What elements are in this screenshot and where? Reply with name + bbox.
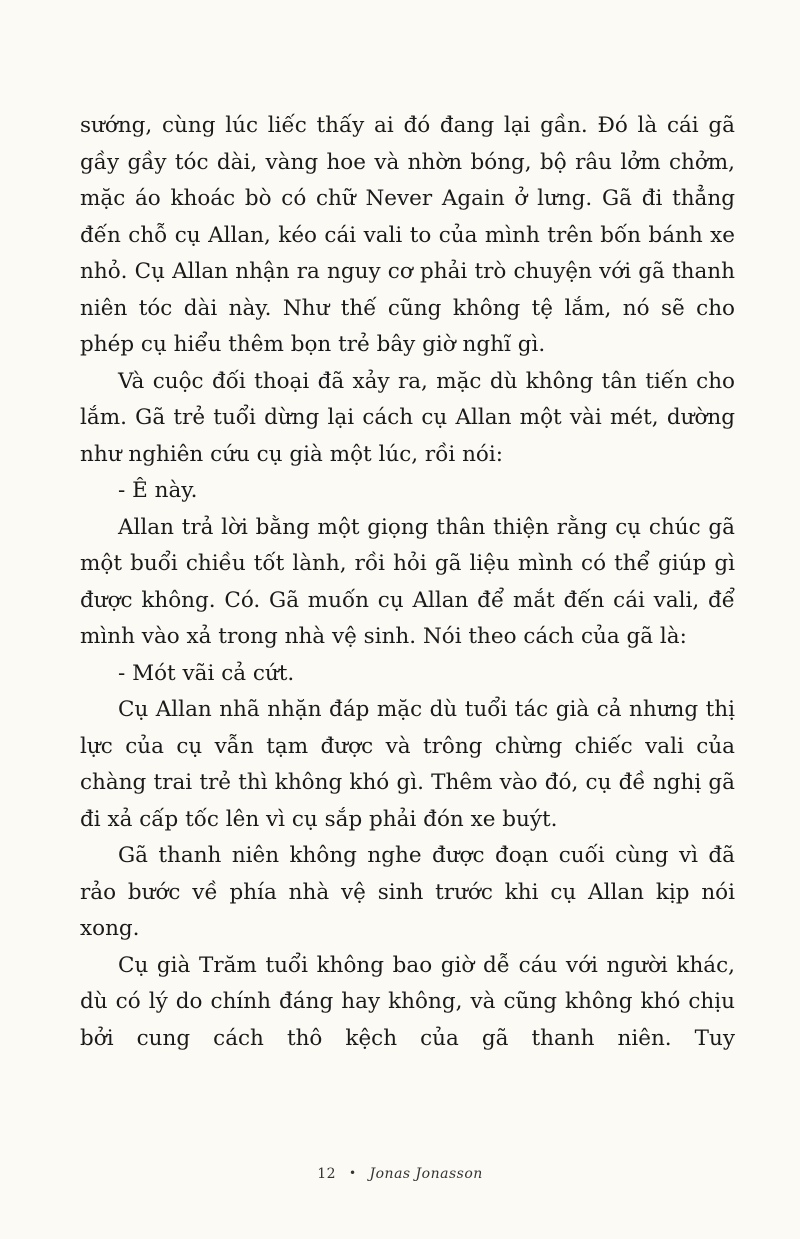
paragraph-5-dialogue: - Mót vãi cả cứt. bbox=[118, 660, 295, 686]
page-footer bbox=[0, 1166, 800, 1182]
page-number: 12 bbox=[317, 1166, 337, 1182]
paragraph-7: Gã thanh niên không nghe được đoạn cuối cùng vì đã rảo bước về phía nhà vệ sinh trước khi cụ Allan kịp nói xong. bbox=[80, 843, 735, 941]
author-name: Jonas Jonasson bbox=[369, 1166, 483, 1182]
page-body-text bbox=[80, 108, 735, 1057]
paragraph-3-dialogue: - Ê này. bbox=[118, 478, 198, 503]
paragraph-6: Cụ Allan nhã nhặn đáp mặc dù tuổi tác già cả nhưng thị lực của cụ vẫn tạm được và trông chừng chiếc vali của chàng trai trẻ thì không khó gì. Thêm vào đó, cụ đề nghị gã đi xả cấp tốc lên vì cụ sắp phải đón xe buýt. bbox=[80, 697, 735, 832]
paragraph-4: Allan trả lời bằng một giọng thân thiện rằng cụ chúc gã một buổi chiều tốt lành, rồi hỏi gã liệu mình có thể giúp gì được không. Có. Gã muốn cụ Allan để mắt đến cái vali, để mình vào xả trong nhà vệ sinh. Nói theo cách của gã là: bbox=[80, 514, 735, 649]
paragraph-2: Và cuộc đối thoại đã xảy ra, mặc dù không tân tiến cho lắm. Gã trẻ tuổi dừng lại cách cụ Allan một vài mét, dường như nghiên cứu cụ già một lúc, rồi nói: bbox=[80, 368, 735, 467]
paragraph-1: sướng, cùng lúc liếc thấy ai đó đang lại gần. Đó là cái gã gầy gầy tóc dài, vàng hoe và nhờn bóng, bộ râu lởm chởm, mặc áo khoác bò có chữ Never Again ở lưng. Gã đi thẳng đến chỗ cụ Allan, kéo cái vali to của mình trên bốn bánh xe nhỏ. Cụ Allan nhận ra nguy cơ phải trò chuyện với gã thanh niên tóc dài này. Như thế cũng không tệ lắm, nó sẽ cho phép cụ hiểu thêm bọn trẻ bây giờ nghĩ gì. bbox=[80, 113, 735, 357]
footer-separator: • bbox=[348, 1166, 357, 1180]
paragraph-8: Cụ già Trăm tuổi không bao giờ dễ cáu với người khác, dù có lý do chính đáng hay không, và cũng không khó chịu bởi cung cách thô kệch của gã thanh niên. Tuy bbox=[80, 952, 735, 1051]
